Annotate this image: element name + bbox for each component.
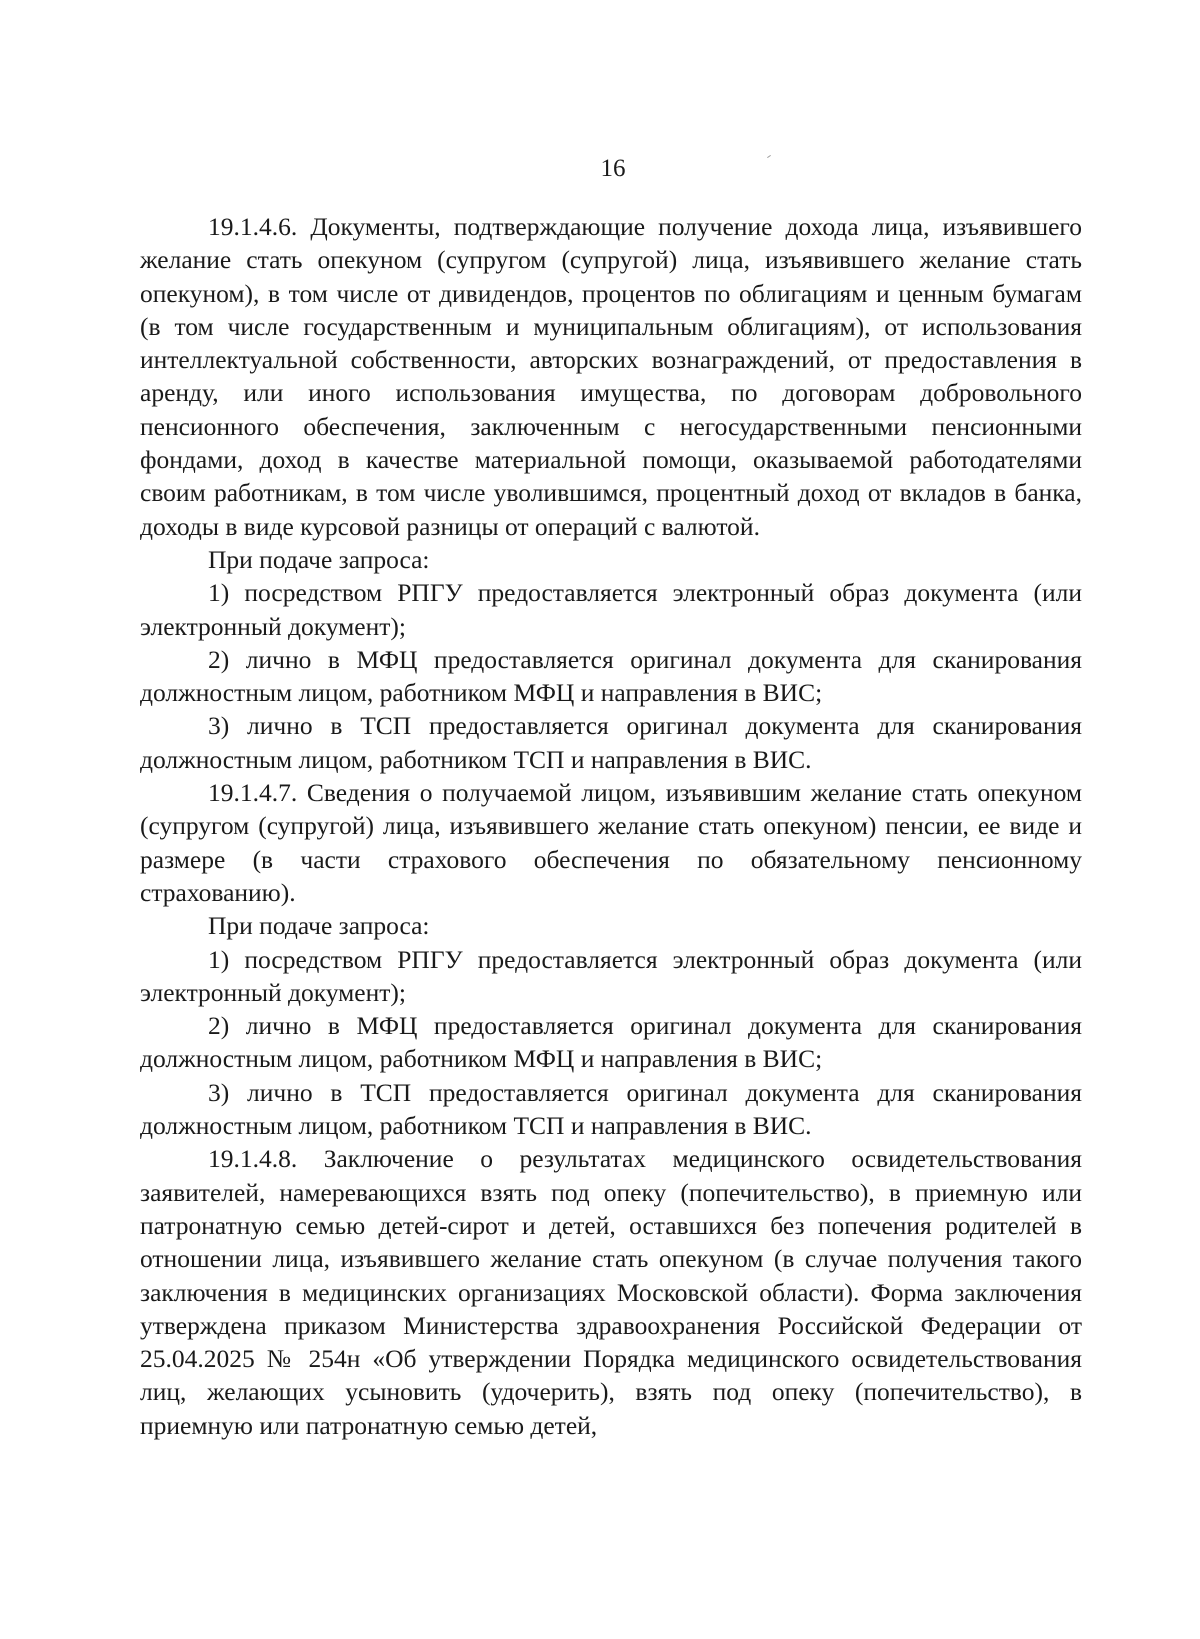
document-body [140, 210, 1082, 1442]
paragraph-19-1-4-6: 19.1.4.6. Документы, подтверждающие получение дохода лица, изъявившего желание стать опекуном (супругом (супругой) лица, изъявившего желание стать опекуном), в том числе от дивидендов, процентов по облигациям и ценным бумагам (в том числе государственным и муниципальным облигациям), от использования интеллектуальной собственности, авторских вознаграждений, от предоставления в аренду, или иного использования имущества, по договорам добровольного пенсионного обеспечения, заключенным с негосударственными пенсионными фондами, доход в качестве материальной помощи, оказываемой работодателями своим работникам, в том числе уволившимся, процентный доход от вкладов в банка, доходы в виде курсовой разницы от операций с валютой. [140, 212, 1082, 541]
paragraph-item-2: 2) лично в МФЦ предоставляется оригинал документа для сканирования должностным лицом, работником МФЦ и направления в ВИС; [140, 644, 1082, 708]
paragraph-item-1: 1) посредством РПГУ предоставляется электронный образ документа (или электронный документ); [140, 944, 1082, 1007]
paragraph-19-1-4-7: 19.1.4.7. Сведения о получаемой лицом, изъявившим желание стать опекуном (супругом (супругой) лица, изъявившего желание стать опекуном) пенсии, ее виде и размере (в части страхового обеспечения по обязательному пенсионному страхованию). [140, 778, 1082, 907]
page-number: 16 [600, 155, 626, 182]
paragraph-request-intro: При подаче запроса: [208, 911, 430, 941]
paragraph-item-3: 3) лично в ТСП предоставляется оригинал документа для сканирования должностным лицом, работником ТСП и направления в ВИС. [140, 711, 1082, 774]
paragraph-item-1: 1) посредством РПГУ предоставляется электронный образ документа (или электронный документ); [140, 578, 1082, 641]
paragraph-item-2: 2) лично в МФЦ предоставляется оригинал документа для сканирования должностным лицом, работником МФЦ и направления в ВИС; [140, 1011, 1082, 1074]
paragraph-item-3: 3) лично в ТСП предоставляется оригинал документа для сканирования должностным лицом, работником ТСП и направления в ВИС. [140, 1077, 1082, 1141]
paragraph-request-intro: При подаче запроса: [208, 544, 430, 574]
paragraph-19-1-4-8: 19.1.4.8. Заключение о результатах медицинского освидетельствования заявителей, намеревающихся взять под опеку (попечительство), в приемную или патронатную семью детей-сирот и детей, оставшихся без попечения родителей в отношении лица, изъявившего желание стать опекуном (в случае получения такого заключения в медицинских организациях Московской области). Форма заключения утверждена приказом Министерства здравоохранения Российской Федерации от 25.04.2025 № 254н «Об утверждении Порядка медицинского освидетельствования лиц, желающих усыновить (удочерить), взять под опеку (попечительство), в приемную или патронатную семью детей, [140, 1144, 1082, 1440]
